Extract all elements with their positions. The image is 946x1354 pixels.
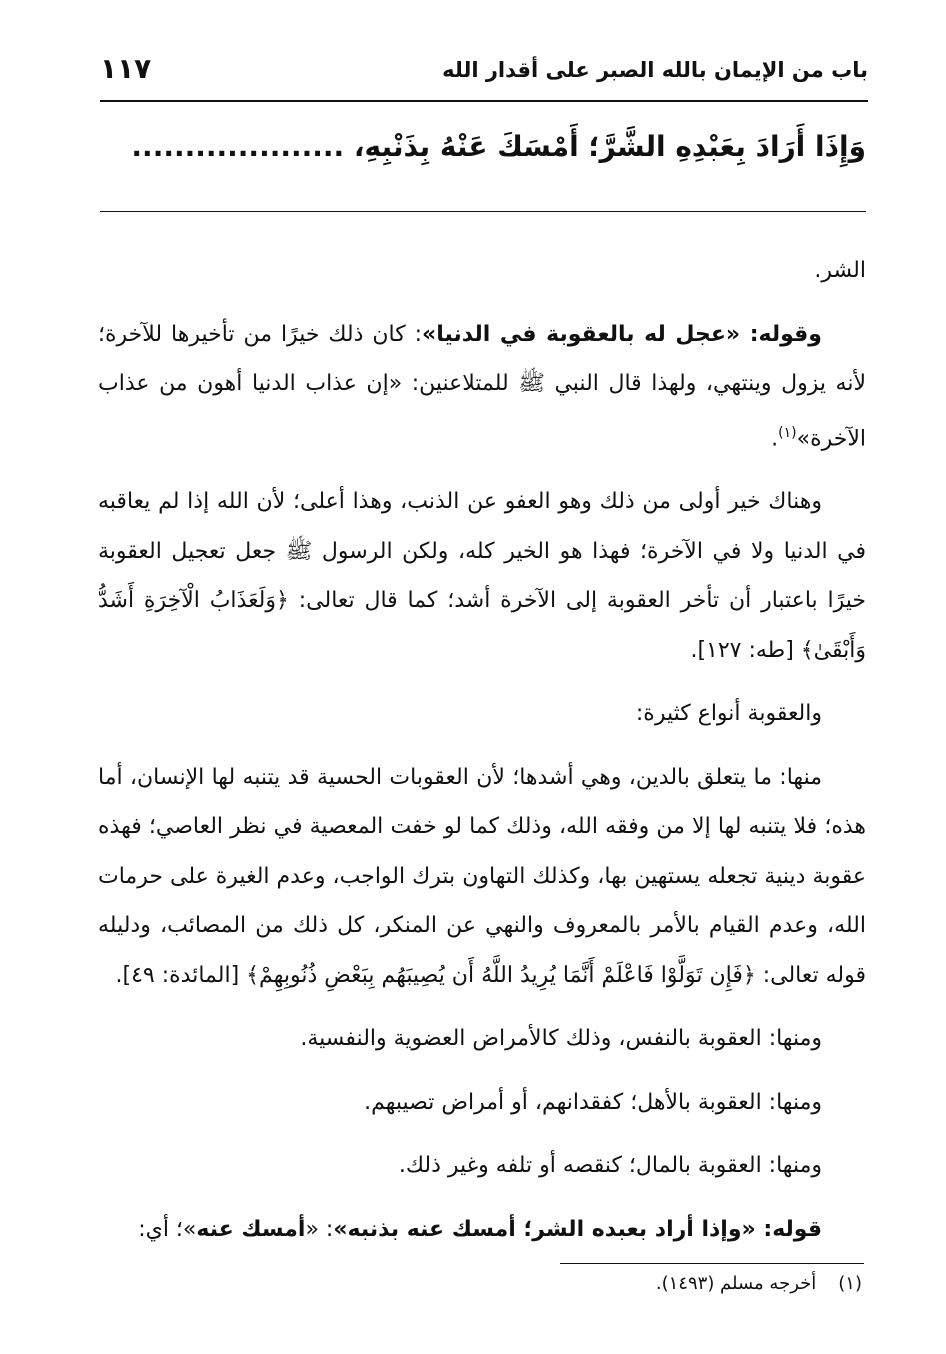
commentary-body <box>98 246 866 1268</box>
paragraph <box>98 753 866 1001</box>
footnote-text: أخرجه مسلم (١٤٩٣). <box>655 1273 817 1294</box>
paragraph-text: والعقوبة أنواع كثيرة: <box>635 701 822 727</box>
paragraph-end: [المائدة: ٤٩]. <box>115 962 247 988</box>
footnote <box>400 1273 862 1294</box>
matn-line <box>100 130 866 186</box>
paragraph-end: »؛ أي: <box>138 1216 197 1242</box>
paragraph <box>98 477 866 675</box>
paragraph-text: : كان ذلك خيرًا من تأخيرها للآخرة؛ لأنه يزول وينتهي، ولهذا قال النبي ﷺ للمتلاعنين: «إن عذاب الدنيا أهون من عذاب الآخرة» <box>98 321 866 451</box>
header-rule <box>100 100 868 102</box>
matn-dots: .................... <box>131 130 345 163</box>
paragraph-text: ومنها: العقوبة بالمال؛ كنقصه أو تلفه وغير ذلك. <box>398 1153 822 1179</box>
paragraph <box>98 1141 866 1191</box>
paragraph <box>98 246 866 296</box>
paragraph-text: منها: ما يتعلق بالدين، وهي أشدها؛ لأن العقوبات الحسية قد يتنبه لها الإنسان، أما هذه؛ فلا يتنبه لها إلا من وفقه الله، وذلك كما لو خفت المعصية في نظر العاصي؛ فهذه عقوبة دينية تجعله يستهين بها، وكذلك التهاون بترك الواجب، وعدم الغيرة على حرمات الله، وعدم القيام بالأمر بالمعروف والنهي عن المنكر، كل ذلك من المصائب، ودليله قوله تعالى: <box>98 764 866 988</box>
page-number: ١١٧ <box>100 52 152 85</box>
paragraph-lead: قوله: «وإذا أراد بعبده الشر؛ أمسك عنه بذنبه» <box>333 1216 822 1242</box>
paragraph-end: [طه: ١٢٧]. <box>690 637 801 663</box>
paragraph-end: . <box>771 425 779 451</box>
quran-verse: ﴿وَلَعَذَابُ الْآخِرَةِ أَشَدُّ وَأَبْقَىٰ﴾ <box>98 588 866 663</box>
paragraph <box>98 310 866 464</box>
quran-verse: ﴿فَإِن تَوَلَّوْا فَاعْلَمْ أَنَّمَا يُرِيدُ اللَّهُ أَن يُصِيبَهُم بِبَعْضِ ذُنُوبِهِمْ﴾ <box>246 962 756 988</box>
footnote-ref: (١) <box>778 424 797 441</box>
paragraph <box>98 1014 866 1064</box>
paragraph-text: وهناك خير أولى من ذلك وهو العفو عن الذنب، وهذا أعلى؛ لأن الله إذا لم يعاقبه في الدنيا ولا في الآخرة؛ فهذا هو الخير كله، ولكن الرسول ﷺ جعل تعجيل العقوبة خيرًا باعتبار أن تأخر العقوبة إلى الآخرة أشد؛ كما قال تعالى: <box>98 489 866 614</box>
matn-text: وَإِذَا أَرَادَ بِعَبْدِهِ الشَّرَّ؛ أَمْسَكَ عَنْهُ بِذَنْبِهِ، <box>353 130 866 163</box>
chapter-title: باب من الإيمان بالله الصبر على أقدار الله <box>442 58 868 82</box>
paragraph <box>98 1078 866 1128</box>
footnote-number: (١) <box>838 1273 862 1294</box>
running-header <box>100 50 868 96</box>
paragraph <box>98 1205 866 1255</box>
matn-separator-rule <box>100 211 866 212</box>
paragraph-text: : « <box>305 1216 334 1242</box>
paragraph-text: الشر. <box>814 258 866 283</box>
footnote-rule <box>560 1263 864 1264</box>
paragraph-lead-quote: أمسك عنه <box>196 1216 306 1242</box>
paragraph-text: ومنها: العقوبة بالنفس، وذلك كالأمراض العضوية والنفسية. <box>300 1026 822 1052</box>
paragraph <box>98 689 866 739</box>
paragraph-text: ومنها: العقوبة بالأهل؛ كفقدانهم، أو أمراض تصيبهم. <box>364 1089 822 1115</box>
paragraph-lead: وقوله: «عجل له بالعقوبة في الدنيا» <box>422 321 822 347</box>
